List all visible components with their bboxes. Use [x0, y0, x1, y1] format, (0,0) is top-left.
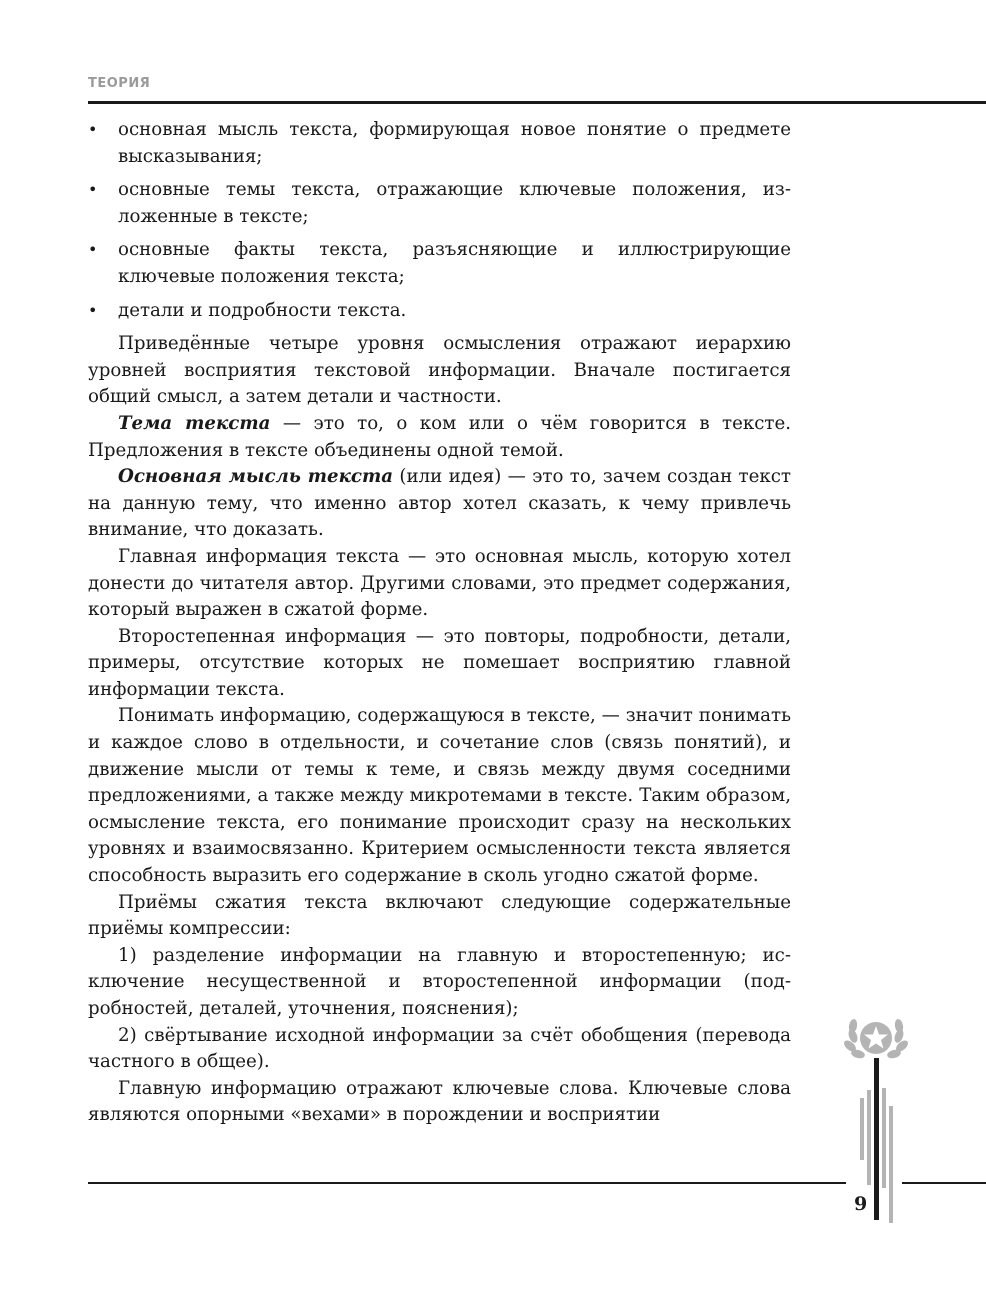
- paragraph-main-idea-text: (или идея) — это то, зачем создан текст на данную тему, что именно автор хотел сказать, к чему привлечь внимание, что доказать.: [88, 466, 791, 541]
- paragraph-understanding: Понимать информацию, содержащуюся в тексте, — значит понимать и каждое слово в отдельности, и сочетание слов (связь понятий), и движение мысли от темы к теме, и связь между двумя соседними предложениями, а также между микротемами в тексте. Таким образом, осмысление текста, его понимание происходит сразу на нескольких уровнях и взаимосвязанно. Критерием осмысленности текста является способность выразить его содержание в сколь угодно сжатой форме.: [88, 705, 791, 887]
- footer-rule: [88, 1182, 846, 1184]
- list-item-text: основные факты текста, разъясняющие и иллюстрирующие ключевые положения текста;: [118, 239, 791, 287]
- paragraph-theme-text: — это то, о ком или о чём говорится в тексте. Предложения в тексте объединены одной темой.: [88, 412, 792, 461]
- paragraph-main-info: Главная информация текста — это основная мысль, которую хотел донести до читателя автор. Другими словами, это предмет содержания, который выражен в сжатой форме.: [88, 545, 791, 621]
- paragraph-compression-1: 1) разделение информации на главную и второстепенную; исключение несущественной и второстепенной информации (подробностей, деталей, уточнения, пояснения);: [88, 944, 791, 1019]
- paragraph-compression-2: 2) свёртывание исходной информации за счёт обобщения (перевода частного в общее).: [88, 1024, 791, 1073]
- header-rule: [88, 101, 986, 104]
- list-item: [88, 298, 791, 325]
- list-item: [88, 177, 791, 230]
- paragraph-levels: Приведённые четыре уровня осмысления отражают иерархию уровней восприятия текстовой информации. Вначале постигается общий смысл, а затем детали и частности.: [88, 333, 791, 408]
- bullet-icon: •: [88, 300, 98, 320]
- paragraph-main-idea: [88, 464, 791, 544]
- paragraph-compression-intro: Приёмы сжатия текста включают следующие содержательные приёмы компрессии:: [88, 891, 791, 940]
- paragraph-keywords: Главную информацию отражают ключевые слова. Ключевые слова являются опорными «вехами» в порождении и восприятии: [88, 1077, 791, 1126]
- footer-rule-right: [902, 1182, 986, 1184]
- list-item: [88, 237, 791, 290]
- term-theme: Тема текста: [118, 412, 271, 434]
- list-item-text: детали и подробности текста.: [118, 299, 407, 321]
- bullet-list: [88, 117, 791, 324]
- paragraph-theme: [88, 411, 791, 464]
- list-item-text: основная мысль текста, формирующая новое понятие о предмете высказывания;: [118, 119, 791, 167]
- bullet-icon: •: [88, 120, 98, 139]
- list-item: [88, 117, 791, 170]
- section-label: ТЕОРИЯ: [88, 76, 151, 91]
- bullet-icon: •: [88, 180, 98, 200]
- paragraph-secondary-info: Второстепенная информация — это повторы, подробности, детали, примеры, отсутствие которых не помешает восприятию главной информации текста.: [88, 625, 791, 700]
- term-main-idea: Основная мысль текста: [118, 466, 394, 488]
- bullet-icon: •: [88, 240, 98, 260]
- list-item-text: основные темы текста, отражающие ключевые положения, изложенные в тексте;: [118, 179, 791, 227]
- page-content: [88, 117, 791, 1129]
- laurel-star-emblem: [838, 1010, 914, 1225]
- page-number: 9: [854, 1193, 868, 1215]
